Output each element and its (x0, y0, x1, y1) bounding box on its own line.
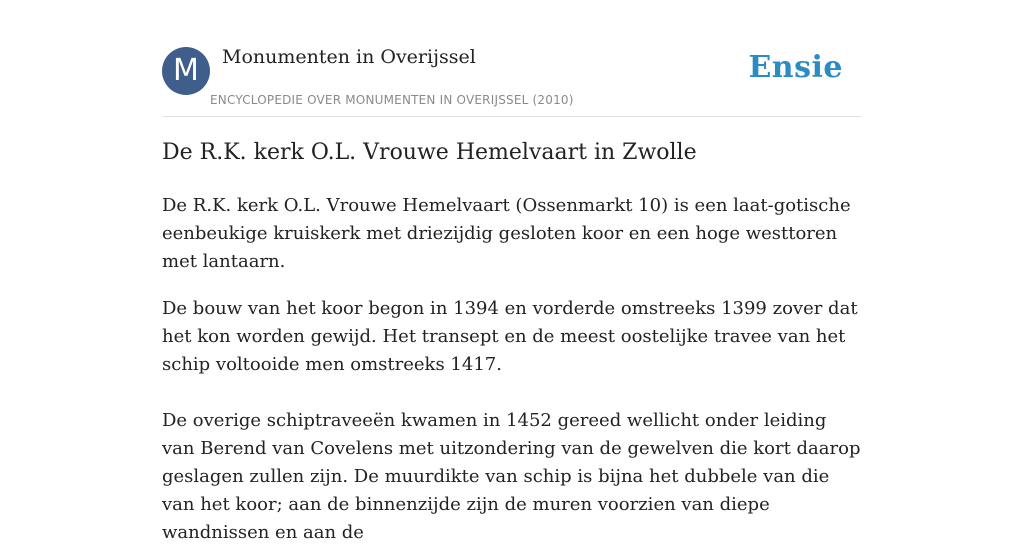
brand-logo[interactable]: Ensie (748, 50, 843, 85)
article-body (162, 192, 862, 547)
paragraph: De overige schiptraveeën kwamen in 1452 gereed wellicht onder leiding van Berend van Covelens met uitzondering van de gewelven die kort daarop geslagen zullen zijn. De muurdikte van schip is bijna het dubbele van die van het koor; aan de binnenzijde zijn de muren voorzien van diepe wandnissen en aan de (162, 410, 861, 543)
avatar[interactable]: M (162, 47, 210, 95)
article-title: De R.K. kerk O.L. Vrouwe Hemelvaart in Zwolle (162, 140, 697, 165)
site-title[interactable]: Monumenten in Overijssel (222, 46, 476, 68)
site-subtitle: ENCYCLOPEDIE OVER MONUMENTEN IN OVERIJSSEL (2010) (210, 93, 574, 107)
paragraph: De R.K. kerk O.L. Vrouwe Hemelvaart (Ossenmarkt 10) is een laat-gotische eenbeukige kruiskerk met driezijdig gesloten koor en een hoge westtoren met lantaarn. (162, 195, 851, 272)
header (162, 46, 862, 117)
paragraph: De bouw van het koor begon in 1394 en vorderde omstreeks 1399 zover dat het kon worden gewijd. Het transept en de meest oostelijke travee van het schip voltooide men omstreeks 1417. (162, 298, 858, 375)
